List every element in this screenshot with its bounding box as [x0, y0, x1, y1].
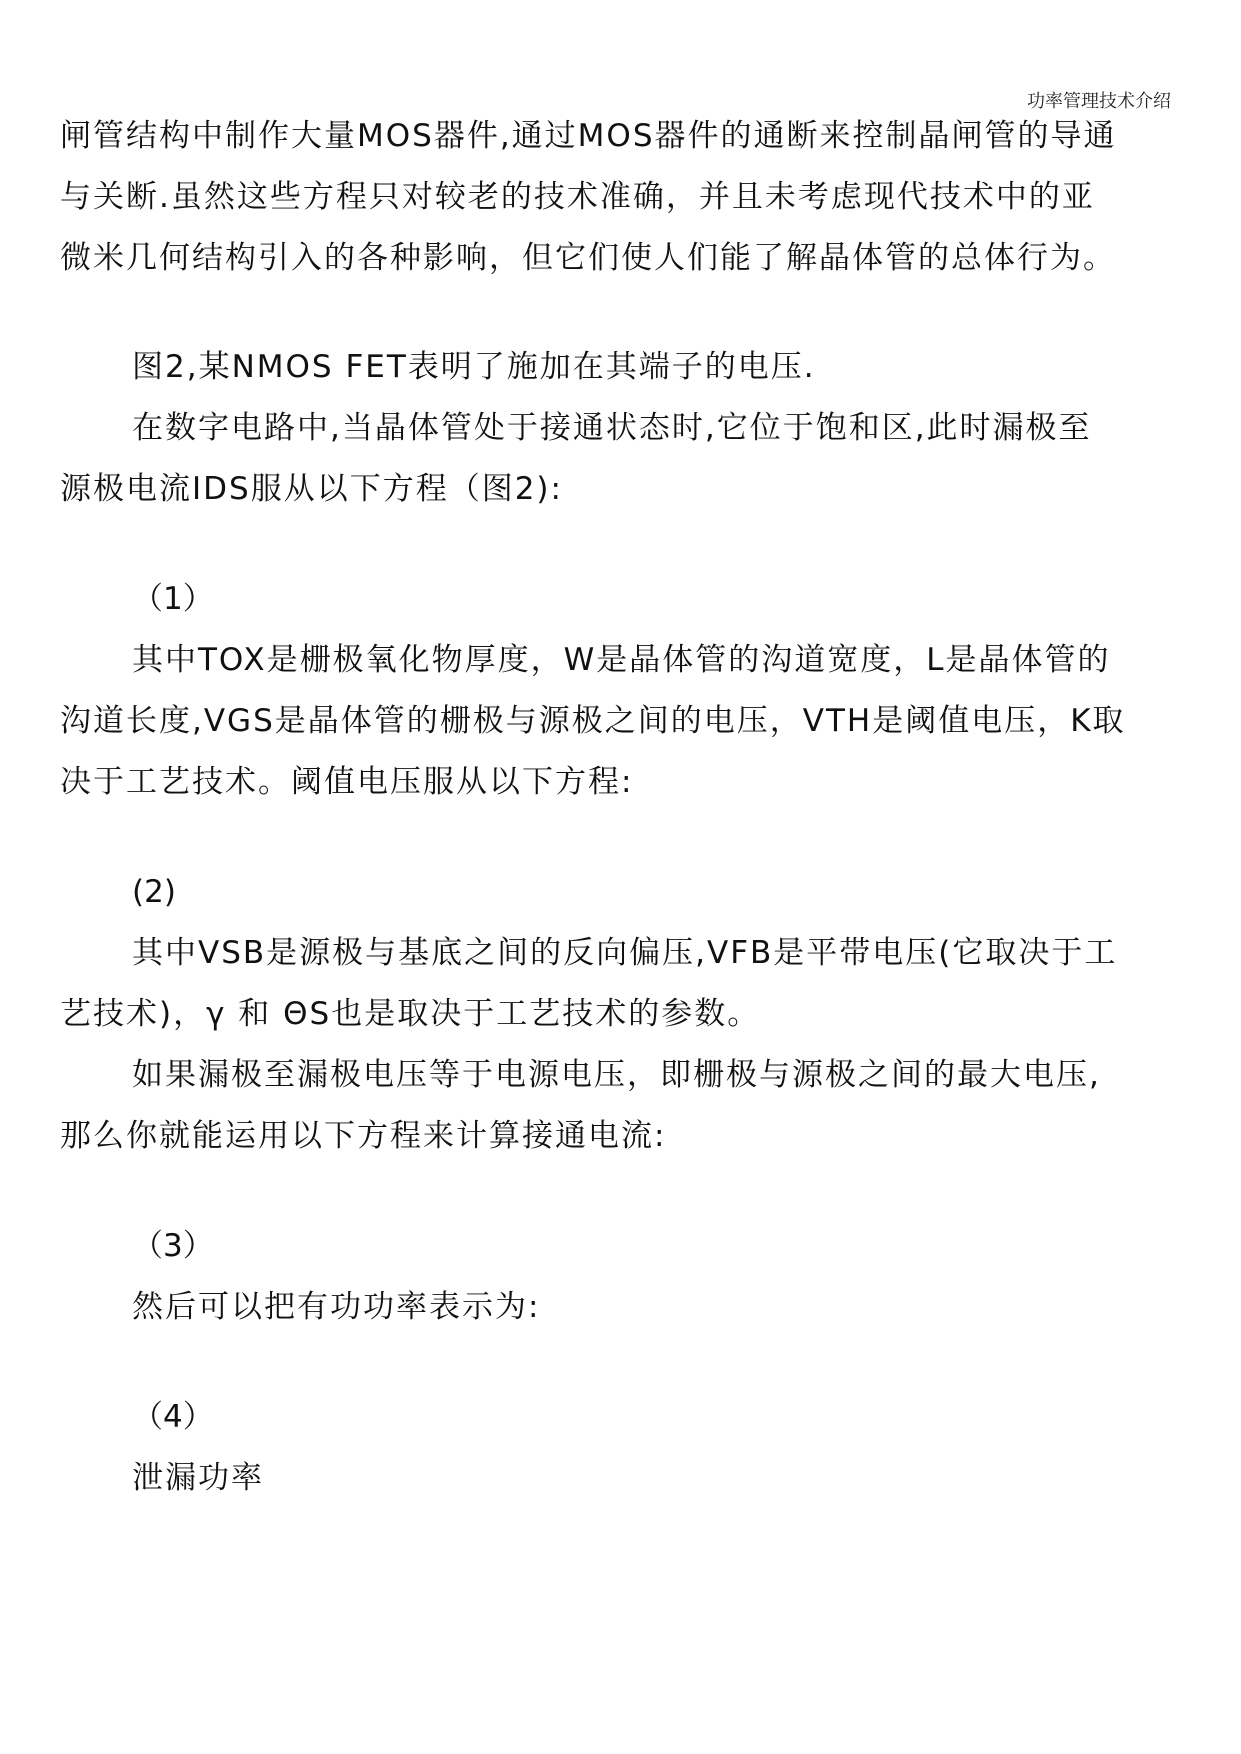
paragraph-line: 与关断.虽然这些方程只对较老的技术准确，并且未考虑现代技术中的亚 — [60, 179, 1095, 215]
figure-caption: 图2,某NMOS FET表明了施加在其端子的电压. — [132, 349, 816, 385]
paragraph-line: 决于工艺技术。阈值电压服从以下方程: — [60, 764, 634, 800]
paragraph-active-power: 然后可以把有功功率表示为: — [132, 1289, 541, 1325]
paragraph-line: 如果漏极至漏极电压等于电源电压，即栅极与源极之间的最大电压, — [132, 1057, 1101, 1093]
running-header: 功率管理技术介绍 — [1027, 91, 1171, 112]
paragraph-line: 艺技术)，γ 和 ΘS也是取决于工艺技术的参数。 — [60, 996, 761, 1032]
paragraph-line: 闸管结构中制作大量MOS器件,通过MOS器件的通断来控制晶闸管的导通 — [60, 118, 1117, 154]
paragraph-line: 源极电流IDS服从以下方程（图2): — [60, 471, 563, 507]
paragraph-line: 那么你就能运用以下方程来计算接通电流: — [60, 1118, 667, 1154]
equation-number-1: （1） — [132, 581, 214, 617]
paragraph-line: 其中VSB是源极与基底之间的反向偏压,VFB是平带电压(它取决于工 — [132, 935, 1118, 971]
equation-number-3: （3） — [132, 1228, 214, 1264]
section-heading-leakage-power: 泄漏功率 — [132, 1460, 264, 1496]
paragraph-line: 在数字电路中,当晶体管处于接通状态时,它位于饱和区,此时漏极至 — [132, 410, 1092, 446]
paragraph-line: 微米几何结构引入的各种影响，但它们使人们能了解晶体管的总体行为。 — [60, 240, 1116, 276]
paragraph-line: 其中TOX是栅极氧化物厚度，W是晶体管的沟道宽度，L是晶体管的 — [132, 642, 1111, 678]
equation-number-4: （4） — [132, 1399, 214, 1435]
paragraph-line: 沟道长度,VGS是晶体管的栅极与源极之间的电压，VTH是阈值电压，K取 — [60, 703, 1126, 739]
equation-number-2: (2) — [132, 874, 176, 910]
